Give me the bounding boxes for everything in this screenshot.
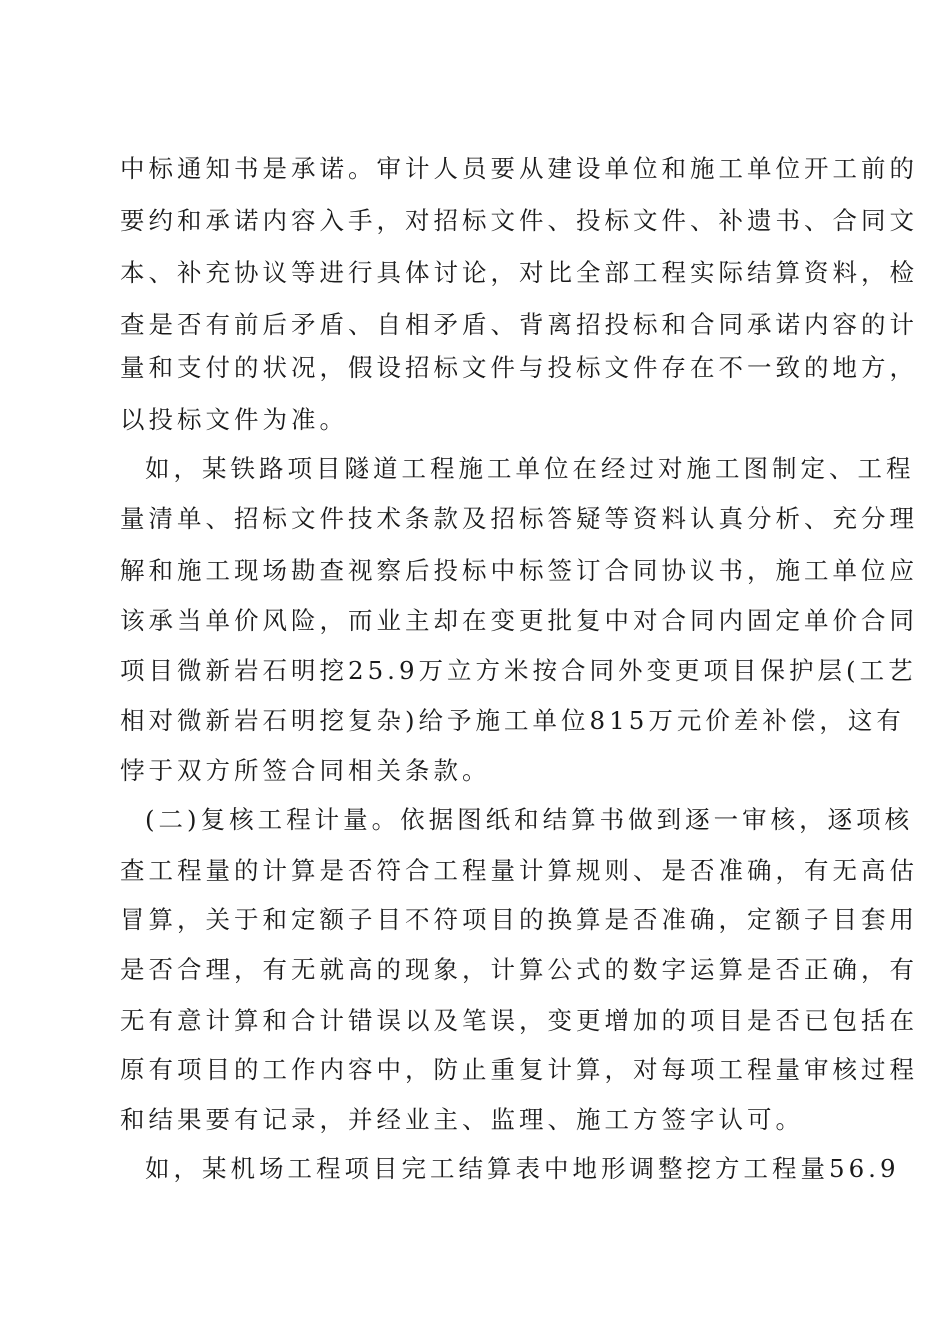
text-line: 悖于双方所签合同相关条款。 [120, 756, 491, 785]
text-line: 原有项目的工作内容中，防止重复计算，对每项工程量审核过程 [120, 1055, 918, 1084]
text-line: 如，某铁路项目隧道工程施工单位在经过对施工图制定、工程 [145, 454, 915, 483]
text-line: 相对微新岩石明挖复杂)给予施工单位815万元价差补偿，这有 [120, 706, 905, 735]
text-line: 和结果要有记录，并经业主、监理、施工方签字认可。 [120, 1105, 804, 1134]
text-line: 解和施工现场勘查视察后投标中标签订合同协议书，施工单位应 [120, 556, 918, 585]
text-line: (二)复核工程计量。依据图纸和结算书做到逐一审核，逐项核 [145, 805, 914, 834]
text-line: 是否合理，有无就高的现象，计算公式的数字运算是否正确，有 [120, 955, 918, 984]
text-line: 项目微新岩石明挖25.9万立方米按合同外变更项目保护层(工艺 [120, 656, 917, 685]
text-line: 无有意计算和合计错误以及笔误，变更增加的项目是否已包括在 [120, 1006, 918, 1035]
text-line: 查工程量的计算是否符合工程量计算规则、是否准确，有无高估 [120, 856, 918, 885]
text-line: 该承当单价风险，而业主却在变更批复中对合同内固定单价合同 [120, 606, 918, 635]
text-line: 量清单、招标文件技术条款及招标答疑等资料认真分析、充分理 [120, 504, 918, 533]
text-line: 量和支付的状况，假设招标文件与投标文件存在不一致的地方， [120, 353, 918, 382]
text-line: 查是否有前后矛盾、自相矛盾、背离招投标和合同承诺内容的计 [120, 310, 918, 339]
text-line: 以投标文件为准。 [120, 405, 348, 434]
text-line: 中标通知书是承诺。审计人员要从建设单位和施工单位开工前的 [120, 154, 918, 183]
text-line: 本、补充协议等进行具体讨论，对比全部工程实际结算资料，检 [120, 258, 918, 287]
text-line: 如，某机场工程项目完工结算表中地形调整挖方工程量56.9 [145, 1154, 900, 1183]
text-line: 要约和承诺内容入手，对招标文件、投标文件、补遗书、合同文 [120, 206, 918, 235]
text-line: 冒算，关于和定额子目不符项目的换算是否准确，定额子目套用 [120, 905, 918, 934]
